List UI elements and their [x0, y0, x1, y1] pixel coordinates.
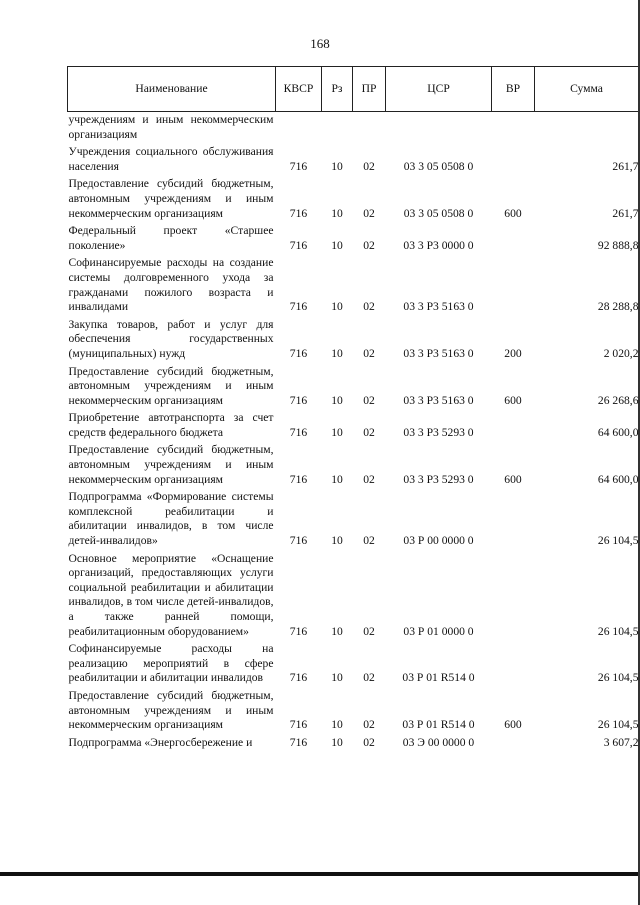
cell-csr [386, 112, 492, 146]
cell-vr [492, 736, 535, 754]
cell-pr: 02 [363, 671, 375, 685]
cell-sum: 92 888,8 [597, 238, 639, 252]
cell-csr: 03 Р 01 0000 0 [403, 624, 474, 638]
cell-sum: 261,7 [612, 206, 639, 220]
cell-name: Закупка товаров, работ и услуг для обеспечения государственных (муниципальных) нужд [68, 317, 274, 360]
table-row [68, 365, 639, 412]
cell-pr: 02 [363, 735, 375, 749]
cell-rz: 10 [331, 735, 343, 749]
cell-rz: 10 [331, 472, 343, 486]
cell-rz: 10 [331, 300, 343, 314]
header-name: Наименование [68, 67, 276, 112]
cell-vr [492, 112, 535, 146]
cell-pr: 02 [363, 346, 375, 360]
cell-name: Предоставление субсидий бюджетным, автономным учреждениям и иным некоммерческим организациям [68, 443, 274, 486]
cell-rz: 10 [331, 534, 343, 548]
cell-pr: 02 [363, 206, 375, 220]
header-csr: ЦСР [386, 67, 492, 112]
cell-kvsr: 716 [289, 238, 308, 252]
cell-name: учреждениям и иным некоммерческим организациям [68, 113, 274, 141]
cell-name: Подпрограмма «Формирование системы комплексной реабилитации и абилитации инвалидов, в том числе детей-инвалидов» [68, 490, 274, 548]
cell-kvsr: 716 [289, 718, 308, 732]
cell-sum: 26 104,5 [597, 534, 639, 548]
cell-csr: 03 3 P3 5163 0 [403, 300, 474, 314]
cell-csr: 03 Р 01 R514 0 [402, 718, 475, 732]
cell-csr: 03 Э 00 0000 0 [402, 735, 475, 749]
cell-pr: 02 [363, 472, 375, 486]
cell-rz: 10 [331, 671, 343, 685]
cell-kvsr: 716 [289, 346, 308, 360]
cell-kvsr: 716 [289, 735, 308, 749]
table-row [68, 689, 639, 736]
cell-sum: 3 607,2 [603, 735, 639, 749]
cell-kvsr [276, 112, 322, 146]
cell-rz: 10 [331, 206, 343, 220]
cell-name: Федеральный проект «Старшее поколение» [68, 224, 274, 252]
header-rz: Рз [322, 67, 353, 112]
cell-name: Софинансируемые расходы на реализацию мероприятий в сфере реабилитации и абилитации инвалидов [68, 642, 274, 685]
cell-csr: 03 3 P3 5293 0 [403, 425, 474, 439]
cell-kvsr: 716 [289, 425, 308, 439]
cell-rz: 10 [331, 425, 343, 439]
table-body [68, 112, 639, 754]
cell-vr [492, 642, 535, 689]
cell-sum: 26 104,5 [597, 718, 639, 732]
cell-pr: 02 [363, 393, 375, 407]
cell-sum: 64 600,0 [597, 425, 639, 439]
cell-name: Предоставление субсидий бюджетным, автономным учреждениям и иным некоммерческим организациям [68, 688, 274, 732]
cell-vr: 600 [504, 472, 522, 486]
table-row [68, 177, 639, 224]
table-row [68, 256, 639, 317]
cell-csr: 03 3 P3 0000 0 [403, 238, 474, 252]
cell-kvsr: 716 [289, 393, 308, 407]
cell-sum: 28 288,8 [597, 300, 639, 314]
cell-csr: 03 3 05 0508 0 [403, 206, 474, 220]
table-row [68, 552, 639, 643]
cell-name: Предоставление субсидий бюджетным, автономным учреждениям и иным некоммерческим организациям [68, 177, 274, 220]
table-row [68, 443, 639, 490]
cell-rz: 10 [331, 624, 343, 638]
cell-rz: 10 [331, 393, 343, 407]
cell-sum: 64 600,0 [597, 472, 639, 486]
table-row [68, 411, 639, 443]
table-row [68, 736, 639, 754]
header-kvsr: КВСР [276, 67, 322, 112]
cell-kvsr: 716 [289, 159, 308, 173]
cell-pr [353, 112, 386, 146]
cell-name: Предоставление субсидий бюджетным, автономным учреждениям и иным некоммерческим организациям [68, 364, 274, 407]
cell-vr [492, 490, 535, 551]
cell-csr: 03 3 05 0508 0 [403, 159, 474, 173]
cell-rz: 10 [331, 238, 343, 252]
cell-sum: 26 104,5 [597, 671, 639, 685]
cell-rz: 10 [331, 159, 343, 173]
cell-csr: 03 Р 01 R514 0 [402, 671, 475, 685]
cell-vr: 600 [504, 393, 522, 407]
cell-rz [322, 112, 353, 146]
cell-pr: 02 [363, 624, 375, 638]
cell-kvsr: 716 [289, 300, 308, 314]
cell-name: Софинансируемые расходы на создание системы долговременного ухода за гражданами пожилого возраста и инвалидами [68, 256, 274, 314]
cell-csr: 03 3 P3 5293 0 [403, 472, 474, 486]
cell-pr: 02 [363, 534, 375, 548]
cell-kvsr: 716 [289, 206, 308, 220]
cell-name: Основное мероприятие «Оснащение организаций, предоставляющих услуги социальной реабилитации и абилитации инвалидов, в том числе детей-инвалидов, а также ранней помощи, реабилитационным оборудованием» [68, 551, 274, 638]
header-pr: ПР [353, 67, 386, 112]
cell-pr: 02 [363, 300, 375, 314]
cell-rz: 10 [331, 346, 343, 360]
table-row [68, 642, 639, 689]
cell-sum: 26 104,5 [597, 624, 639, 638]
cell-csr: 03 3 P3 5163 0 [403, 393, 474, 407]
table-row [68, 490, 639, 551]
cell-pr: 02 [363, 718, 375, 732]
cell-sum: 261,7 [612, 159, 639, 173]
table-row [68, 318, 639, 365]
cell-vr [492, 145, 535, 177]
table-row [68, 145, 639, 177]
page-number: 168 [310, 36, 330, 51]
cell-name: Подпрограмма «Энергосбережение и [68, 735, 253, 749]
table-row [68, 112, 639, 146]
table-row [68, 224, 639, 256]
cell-name: Учреждения социального обслуживания населения [68, 145, 274, 173]
cell-vr: 600 [504, 206, 522, 220]
cell-vr [492, 256, 535, 317]
cell-kvsr: 716 [289, 671, 308, 685]
cell-sum: 2 020,2 [603, 346, 639, 360]
cell-pr: 02 [363, 238, 375, 252]
cell-vr [492, 224, 535, 256]
cell-sum: 26 268,6 [597, 393, 639, 407]
cell-kvsr: 716 [289, 624, 308, 638]
header-vr: ВР [492, 67, 535, 112]
cell-pr: 02 [363, 425, 375, 439]
cell-vr: 200 [504, 346, 522, 360]
cell-pr: 02 [363, 159, 375, 173]
cell-vr [492, 411, 535, 443]
cell-kvsr: 716 [289, 534, 308, 548]
header-sum: Сумма [535, 67, 639, 112]
table-header-row [68, 67, 639, 112]
cell-name: Приобретение автотранспорта за счет средств федерального бюджета [68, 411, 274, 439]
cell-csr: 03 Р 00 0000 0 [403, 534, 474, 548]
cell-vr: 600 [504, 718, 522, 732]
bottom-border-line [0, 872, 640, 876]
budget-table [67, 66, 639, 753]
cell-vr [492, 552, 535, 643]
cell-sum [535, 112, 639, 146]
cell-csr: 03 3 P3 5163 0 [403, 346, 474, 360]
cell-rz: 10 [331, 718, 343, 732]
cell-kvsr: 716 [289, 472, 308, 486]
